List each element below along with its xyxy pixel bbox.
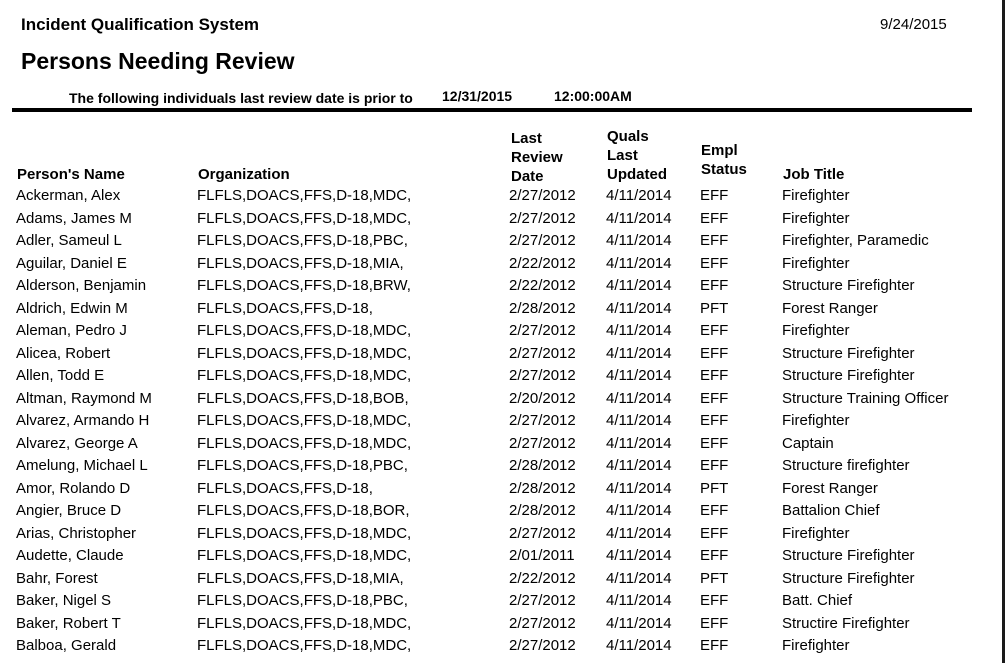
criteria-date: 12/31/2015 <box>442 88 513 104</box>
table-row <box>0 568 1000 591</box>
cell-quals-last-updated: 4/11/2014 <box>606 502 672 519</box>
cell-last-review-date: 2/28/2012 <box>509 299 576 317</box>
cell-quals-last-updated: 4/11/2014 <box>606 254 672 272</box>
cell-organization: FLFLS,DOACS,FFS,D-18,BOB, <box>197 389 409 407</box>
cell-person-name: Amelung, Michael L <box>16 457 148 474</box>
cell-organization: FLFLS,DOACS,FFS,D-18,MIA, <box>197 569 404 587</box>
cell-quals-last-updated: 4/11/2014 <box>606 299 672 317</box>
cell-job-title: Firefighter <box>782 524 850 542</box>
cell-job-title: Structure Training Officer <box>782 389 949 407</box>
criteria-time: 12:00:00AM <box>554 88 632 104</box>
cell-quals-last-updated: 4/11/2014 <box>606 524 672 542</box>
cell-person-name: Baker, Robert T <box>16 614 121 632</box>
cell-job-title: Captain <box>782 434 834 452</box>
cell-job-title: Forest Ranger <box>782 479 878 497</box>
cell-organization: FLFLS,DOACS,FFS,D-18,MDC, <box>197 412 412 429</box>
cell-empl-status: EFF <box>700 457 729 474</box>
cell-quals-last-updated: 4/11/2014 <box>606 209 672 227</box>
cell-organization: FLFLS,DOACS,FFS,D-18,MDC, <box>197 547 412 564</box>
cell-job-title: Batt. Chief <box>782 592 853 609</box>
cell-empl-status: EFF <box>700 209 729 227</box>
cell-organization: FLFLS,DOACS,FFS,D-18,MIA, <box>197 254 404 272</box>
table-row <box>0 523 1000 546</box>
cell-quals-last-updated: 4/11/2014 <box>606 479 672 497</box>
cell-person-name: Adams, James M <box>16 209 132 227</box>
cell-quals-last-updated: 4/11/2014 <box>606 187 672 204</box>
cell-organization: FLFLS,DOACS,FFS,D-18,MDC, <box>197 367 412 384</box>
cell-quals-last-updated: 4/11/2014 <box>606 367 672 384</box>
cell-last-review-date: 2/27/2012 <box>509 592 576 609</box>
table-row <box>0 590 1000 613</box>
cell-job-title: Firefighter <box>782 209 850 227</box>
cell-quals-last-updated: 4/11/2014 <box>606 434 672 452</box>
cell-quals-last-updated: 4/11/2014 <box>606 389 672 407</box>
cell-job-title: Firefighter <box>782 412 850 429</box>
cell-empl-status: PFT <box>700 299 729 317</box>
cell-job-title: Firefighter <box>782 254 850 272</box>
cell-last-review-date: 2/27/2012 <box>509 209 576 227</box>
table-row <box>0 388 1000 411</box>
column-header-job-title: Job Title <box>783 166 845 183</box>
table-row <box>0 320 1000 343</box>
cell-person-name: Baker, Nigel S <box>16 592 112 609</box>
cell-person-name: Arias, Christopher <box>16 524 137 542</box>
cell-person-name: Aleman, Pedro J <box>16 322 127 339</box>
table-row <box>0 253 1000 276</box>
cell-quals-last-updated: 4/11/2014 <box>606 457 672 474</box>
cell-job-title: Structure firefighter <box>782 457 910 474</box>
cell-last-review-date: 2/22/2012 <box>509 277 576 294</box>
cell-job-title: Firefighter <box>782 322 850 339</box>
cell-quals-last-updated: 4/11/2014 <box>606 614 672 632</box>
table-row <box>0 298 1000 321</box>
column-header-quals-last-updated: Quals Last Updated <box>607 128 667 183</box>
cell-last-review-date: 2/27/2012 <box>509 367 576 384</box>
cell-empl-status: EFF <box>700 524 729 542</box>
cell-last-review-date: 2/27/2012 <box>509 187 576 204</box>
cell-empl-status: EFF <box>700 434 729 452</box>
cell-empl-status: EFF <box>700 277 729 294</box>
cell-quals-last-updated: 4/11/2014 <box>606 412 672 429</box>
cell-last-review-date: 2/27/2012 <box>509 344 576 362</box>
cell-last-review-date: 2/28/2012 <box>509 502 576 519</box>
cell-last-review-date: 2/27/2012 <box>509 322 576 339</box>
cell-person-name: Adler, Sameul L <box>16 232 122 249</box>
cell-organization: FLFLS,DOACS,FFS,D-18,PBC, <box>197 232 408 249</box>
cell-organization: FLFLS,DOACS,FFS,D-18, <box>197 299 373 317</box>
table-row <box>0 613 1000 636</box>
cell-job-title: Forest Ranger <box>782 299 878 317</box>
cell-last-review-date: 2/27/2012 <box>509 434 576 452</box>
cell-empl-status: EFF <box>700 322 729 339</box>
table-row <box>0 230 1000 253</box>
cell-empl-status: EFF <box>700 502 729 519</box>
cell-person-name: Balboa, Gerald <box>16 637 117 654</box>
cell-job-title: Structire Firefighter <box>782 614 910 632</box>
table-row <box>0 545 1000 568</box>
cell-last-review-date: 2/22/2012 <box>509 254 576 272</box>
persons-table <box>0 185 1000 658</box>
report-title: Persons Needing Review <box>21 48 295 74</box>
table-row <box>0 185 1000 208</box>
cell-empl-status: EFF <box>700 637 729 654</box>
cell-quals-last-updated: 4/11/2014 <box>606 344 672 362</box>
cell-organization: FLFLS,DOACS,FFS,D-18,BOR, <box>197 502 410 519</box>
cell-empl-status: EFF <box>700 232 729 249</box>
column-header-last-review-date: Last Review Date <box>511 130 563 185</box>
cell-organization: FLFLS,DOACS,FFS,D-18,MDC, <box>197 209 412 227</box>
table-row <box>0 410 1000 433</box>
cell-empl-status: PFT <box>700 569 729 587</box>
cell-person-name: Amor, Rolando D <box>16 479 131 497</box>
cell-empl-status: EFF <box>700 592 729 609</box>
cell-last-review-date: 2/27/2012 <box>509 524 576 542</box>
cell-organization: FLFLS,DOACS,FFS,D-18,MDC, <box>197 524 412 542</box>
table-row <box>0 455 1000 478</box>
column-header-name: Person's Name <box>17 166 125 183</box>
cell-job-title: Structure Firefighter <box>782 569 915 587</box>
cell-last-review-date: 2/28/2012 <box>509 457 576 474</box>
cell-job-title: Battalion Chief <box>782 502 880 519</box>
cell-empl-status: EFF <box>700 547 729 564</box>
column-header-empl-status: Empl Status <box>701 142 747 178</box>
cell-quals-last-updated: 4/11/2014 <box>606 232 672 249</box>
header-divider <box>12 108 972 112</box>
cell-quals-last-updated: 4/11/2014 <box>606 277 672 294</box>
table-row <box>0 433 1000 456</box>
cell-quals-last-updated: 4/11/2014 <box>606 592 672 609</box>
cell-job-title: Firefighter <box>782 637 850 654</box>
cell-empl-status: EFF <box>700 344 729 362</box>
cell-last-review-date: 2/01/2011 <box>509 547 575 564</box>
cell-organization: FLFLS,DOACS,FFS,D-18, <box>197 479 373 497</box>
cell-organization: FLFLS,DOACS,FFS,D-18,MDC, <box>197 322 412 339</box>
cell-empl-status: EFF <box>700 412 729 429</box>
cell-person-name: Audette, Claude <box>16 547 124 564</box>
cell-empl-status: EFF <box>700 614 729 632</box>
cell-empl-status: EFF <box>700 254 729 272</box>
cell-job-title: Structure Firefighter <box>782 547 915 564</box>
cell-empl-status: EFF <box>700 389 729 407</box>
table-row <box>0 365 1000 388</box>
cell-empl-status: EFF <box>700 367 729 384</box>
cell-person-name: Ackerman, Alex <box>16 187 121 204</box>
cell-job-title: Structure Firefighter <box>782 344 915 362</box>
cell-person-name: Aldrich, Edwin M <box>16 299 128 317</box>
criteria-label: The following individuals last review date is prior to <box>69 90 413 106</box>
cell-job-title: Firefighter <box>782 187 850 204</box>
cell-person-name: Allen, Todd E <box>16 367 105 384</box>
cell-organization: FLFLS,DOACS,FFS,D-18,PBC, <box>197 592 408 609</box>
cell-organization: FLFLS,DOACS,FFS,D-18,MDC, <box>197 344 412 362</box>
cell-quals-last-updated: 4/11/2014 <box>606 569 672 587</box>
cell-last-review-date: 2/27/2012 <box>509 614 576 632</box>
cell-person-name: Alderson, Benjamin <box>16 277 147 294</box>
cell-organization: FLFLS,DOACS,FFS,D-18,MDC, <box>197 614 412 632</box>
cell-person-name: Altman, Raymond M <box>16 389 152 407</box>
cell-quals-last-updated: 4/11/2014 <box>606 322 672 339</box>
cell-last-review-date: 2/22/2012 <box>509 569 576 587</box>
cell-job-title: Structure Firefighter <box>782 277 915 294</box>
cell-last-review-date: 2/28/2012 <box>509 479 576 497</box>
system-title: Incident Qualification System <box>21 15 260 34</box>
report-date: 9/24/2015 <box>880 16 947 33</box>
cell-person-name: Angier, Bruce D <box>16 502 122 519</box>
cell-organization: FLFLS,DOACS,FFS,D-18,MDC, <box>197 637 412 654</box>
table-row <box>0 500 1000 523</box>
cell-person-name: Bahr, Forest <box>16 569 98 587</box>
cell-person-name: Alvarez, Armando H <box>16 412 150 429</box>
criteria-line <box>69 88 632 106</box>
table-row <box>0 275 1000 298</box>
cell-last-review-date: 2/27/2012 <box>509 412 576 429</box>
cell-person-name: Aguilar, Daniel E <box>16 254 127 272</box>
cell-empl-status: PFT <box>700 479 729 497</box>
cell-organization: FLFLS,DOACS,FFS,D-18,MDC, <box>197 187 412 204</box>
cell-last-review-date: 2/27/2012 <box>509 637 576 654</box>
table-row <box>0 208 1000 231</box>
cell-person-name: Alicea, Robert <box>16 344 111 362</box>
cell-organization: FLFLS,DOACS,FFS,D-18,PBC, <box>197 457 408 474</box>
cell-organization: FLFLS,DOACS,FFS,D-18,BRW, <box>197 277 411 294</box>
cell-job-title: Firefighter, Paramedic <box>782 232 929 249</box>
cell-last-review-date: 2/20/2012 <box>509 389 576 407</box>
cell-last-review-date: 2/27/2012 <box>509 232 576 249</box>
table-row <box>0 478 1000 501</box>
cell-job-title: Structure Firefighter <box>782 367 915 384</box>
column-header-organization: Organization <box>198 166 290 183</box>
table-row <box>0 343 1000 366</box>
cell-organization: FLFLS,DOACS,FFS,D-18,MDC, <box>197 434 412 452</box>
cell-quals-last-updated: 4/11/2014 <box>606 547 672 564</box>
cell-person-name: Alvarez, George A <box>16 434 138 452</box>
cell-quals-last-updated: 4/11/2014 <box>606 637 672 654</box>
table-row <box>0 635 1000 658</box>
cell-empl-status: EFF <box>700 187 729 204</box>
